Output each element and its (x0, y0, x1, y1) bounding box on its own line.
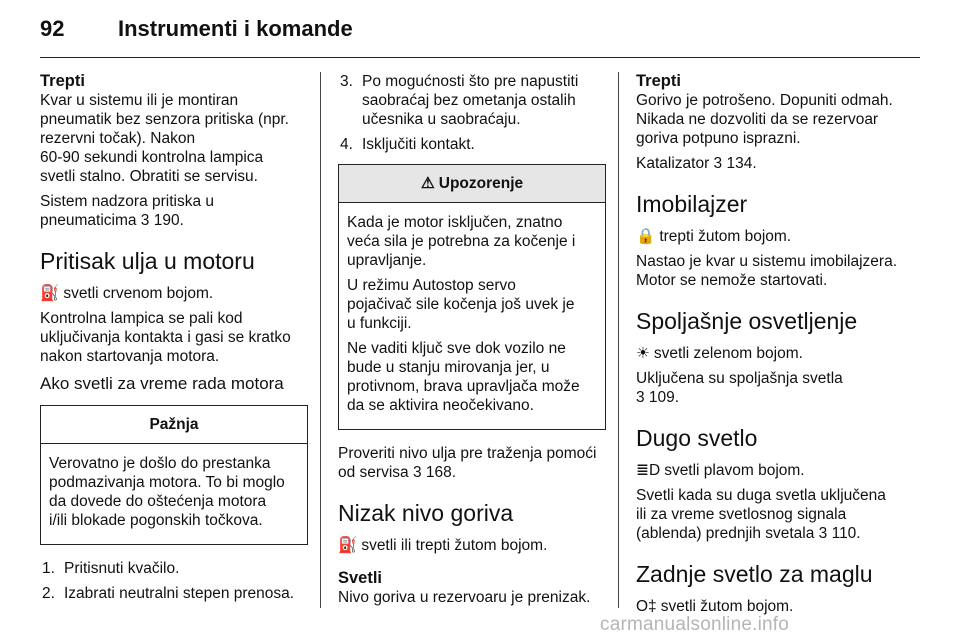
status-line: ⛽ svetli crvenom bojom. (40, 285, 214, 302)
paragraph: Kvar u sistemu ili je montiran pneumatik bez senzora pritiska (npr. rezervni točak). Nakon 60-90 sekundi kontrolna lampica svetli stalno. Obratiti se servisu. (40, 92, 289, 185)
step-list (338, 72, 606, 154)
list-item: 2. Izabrati neutralni stepen prenosa. (42, 585, 295, 602)
status-line: 🔒 trepti žutom bojom. (636, 228, 792, 245)
paragraph: Svetli kada su duga svetla uključena ili za vreme svetlosnog signala (ablenda) prednjih svetala 3 110. (636, 487, 886, 542)
header-rule (40, 57, 920, 58)
cross-reference: Katalizator 3 134. (636, 155, 757, 172)
column-divider (618, 72, 619, 608)
page-number: 92 (40, 16, 65, 41)
section-heading: Nizak nivo goriva (338, 500, 514, 526)
notice-title: Pažnja (41, 406, 307, 444)
warning-text: Ne vaditi ključ sve dok vozilo ne bude u stanju mirovanja jer, u protivnom, brava upravljača može da se aktivira neočekivano. (347, 340, 580, 414)
paragraph: Nivo goriva u rezervoaru je prenizak. (338, 589, 591, 606)
list-item: 1. Pritisnuti kvačilo. (42, 560, 180, 577)
warning-text: Kada je motor isključen, znatno veća sila je potrebna za kočenje i upravljanje. (347, 214, 576, 269)
page-header (40, 16, 353, 42)
warning-text: U režimu Autostop servo pojačivač sile kočenja još uvek je u funkciji. (347, 277, 575, 332)
status-line: ≣D svetli plavom bojom. (636, 462, 805, 479)
paragraph: Proveriti nivo ulja pre traženja pomoći od servisa 3 168. (338, 445, 597, 481)
warning-triangle-icon: ⚠ (420, 175, 435, 192)
section-heading: Spoljašnje osvetljenje (636, 308, 858, 334)
paragraph: Uključena su spoljašnja svetla 3 109. (636, 370, 843, 406)
warning-box (338, 164, 606, 430)
immobilizer-lock-icon: 🔒 (636, 228, 656, 245)
page-title: Instrumenti i komande (118, 16, 353, 41)
section-heading: Trepti (636, 72, 681, 90)
column-divider (320, 72, 321, 608)
notice-box (40, 405, 308, 545)
warning-title: ⚠ Upozorenje (339, 165, 605, 203)
section-heading: Svetli (338, 569, 383, 587)
side-lights-icon: ☀ (636, 345, 650, 362)
status-line: ☀ svetli zelenom bojom. (636, 345, 803, 362)
oil-can-icon: ⛽ (40, 285, 60, 302)
status-line: ⛽ svetli ili trepti žutom bojom. (338, 537, 548, 554)
list-item: 3. Po mogućnosti što pre napustiti saobraćaj bez ometanja ostalih učesnika u saobraćaju. (340, 73, 579, 128)
paragraph: Nastao je kvar u sistemu imobilajzera. Motor se nemože startovati. (636, 253, 898, 289)
rear-fog-light-icon: O‡ (636, 598, 657, 615)
high-beam-icon: ≣D (636, 462, 661, 479)
notice-text: Verovatno je došlo do prestanka podmazivanja motora. To bi moglo da dovede do oštećenja motora i/ili blokade pogonskih točkova. (49, 455, 285, 529)
section-heading: Pritisak ulja u motoru (40, 248, 255, 274)
watermark: carmanualsonline.info (600, 614, 790, 635)
section-heading: Zadnje svetlo za maglu (636, 561, 873, 587)
cross-reference: Sistem nadzora pritiska u pneumaticima 3 190. (40, 193, 215, 229)
column-2 (338, 72, 606, 613)
paragraph: Kontrolna lampica se pali kod uključivanja kontakta i gasi se kratko nakon startovanja motora. (40, 310, 291, 365)
section-heading: Dugo svetlo (636, 425, 758, 451)
column-3 (636, 72, 904, 622)
fuel-pump-icon: ⛽ (338, 537, 358, 554)
step-list (40, 559, 308, 603)
status-line: O‡ svetli žutom bojom. (636, 598, 794, 615)
section-heading: Trepti (40, 72, 85, 90)
subheading: Ako svetli za vreme rada motora (40, 374, 284, 393)
section-heading: Imobilajzer (636, 191, 748, 217)
paragraph: Gorivo je potrošeno. Dopuniti odmah. Nikada ne dozvoliti da se rezervoar goriva potpuno isprazni. (636, 92, 893, 147)
list-item: 4. Isključiti kontakt. (340, 136, 475, 153)
column-1 (40, 72, 308, 609)
